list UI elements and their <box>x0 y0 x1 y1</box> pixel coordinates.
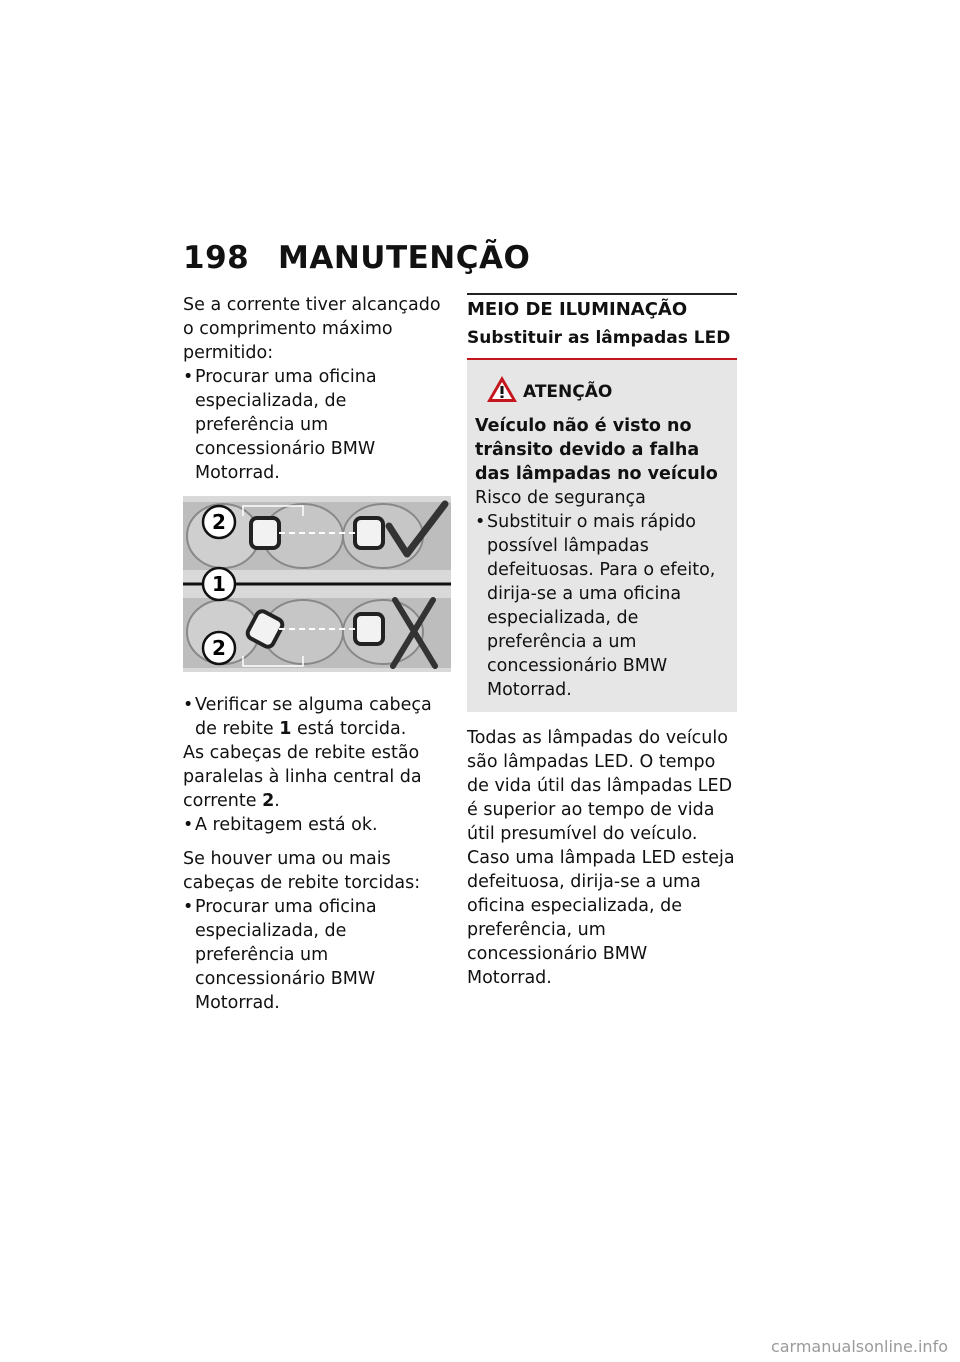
subsection-title: Substituir as lâmpadas LED <box>467 326 737 360</box>
list-item: • Procurar uma oficina especializada, de preferência um concessionário BMW Motorrad. <box>183 365 451 485</box>
chain-rivet-figure <box>183 496 451 672</box>
figure-label-1: 1 <box>212 572 226 596</box>
figure-label-2-top: 2 <box>212 510 226 534</box>
list-item: • Procurar uma oficina especializada, de preferência um concessionário BMW Motorrad. <box>183 895 451 1015</box>
left-column <box>183 293 451 1015</box>
warning-box <box>467 360 737 712</box>
warning-triangle-icon <box>485 374 519 404</box>
list-item: • A rebitagem está ok. <box>183 813 451 837</box>
watermark: carmanualsonline.info <box>770 1337 948 1356</box>
warning-label: ATENÇÃO <box>523 382 613 402</box>
body-text: As cabeças de rebite estão paralelas à linha central da corrente 2. <box>183 743 422 811</box>
list-item: • Verificar se alguma cabeça de rebite 1 está torcida. <box>183 693 451 741</box>
warning-header <box>475 374 729 414</box>
section-title: MEIO DE ILUMINAÇÃO <box>467 293 737 323</box>
body-text: Todas as lâmpadas do veículo são lâmpadas LED. O tempo de vida útil das lâmpadas LED é superior ao tempo de vida útil presumível do veículo. Caso uma lâmpada LED esteja defeituosa, dirija-se a uma oficina especializada, de preferência, um concessionário BMW Motorrad. <box>467 728 735 988</box>
right-column <box>467 293 737 990</box>
warning-bullet: • Substituir o mais rápido possível lâmpadas defeituosas. Para o efeito, dirija-se a uma oficina especializada, de preferência a um concessionário BMW Motorrad. <box>475 510 729 702</box>
page-title: MANUTENÇÃO <box>278 240 531 276</box>
intro-text: Se a corrente tiver alcançado o comprimento máximo permitido: <box>183 295 441 363</box>
page-header <box>183 240 530 276</box>
body-text: Se houver uma ou mais cabeças de rebite torcidas: <box>183 849 421 893</box>
warning-bold-text: Veículo não é visto no trânsito devido a falha das lâmpadas no veículo <box>475 416 718 484</box>
figure-label-2-bottom: 2 <box>212 636 226 660</box>
page-number: 198 <box>183 240 250 276</box>
warning-risk: Risco de segurança <box>475 488 646 508</box>
